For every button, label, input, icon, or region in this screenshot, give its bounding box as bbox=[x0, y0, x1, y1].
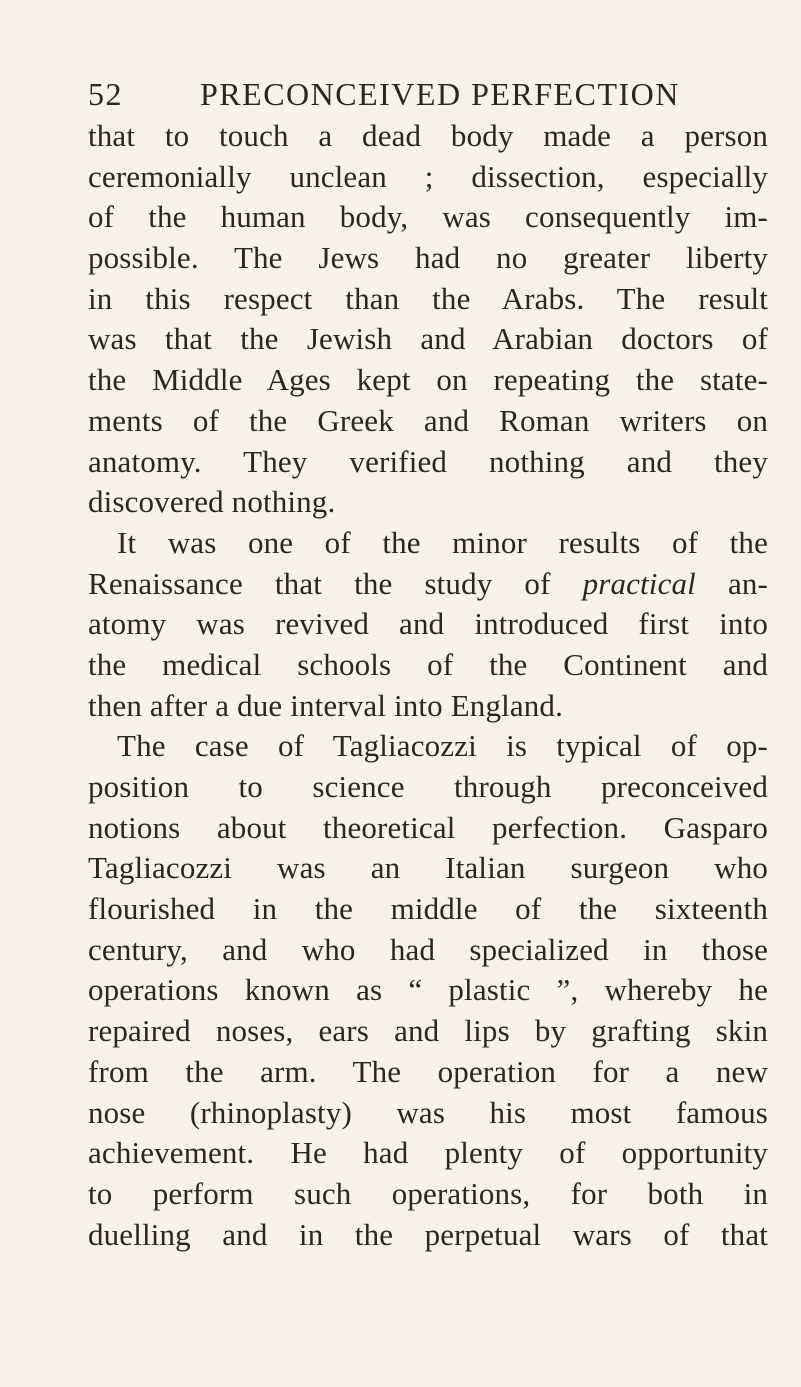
page-number: 52 bbox=[88, 76, 123, 112]
text-line: It was one of the minor results of the bbox=[117, 524, 768, 560]
italic-word: practical bbox=[582, 565, 696, 601]
text-line: was that the Jewish and Arabian doctors of bbox=[88, 321, 768, 357]
text-line bbox=[88, 564, 768, 605]
text-line: anatomy. They verified nothing and they bbox=[88, 443, 768, 479]
text-line: in this respect than the Arabs. The result bbox=[88, 280, 768, 316]
running-head: PRECONCEIVED PERFECTION bbox=[200, 76, 680, 112]
text-fragment: an- bbox=[695, 565, 768, 601]
text-line: flourished in the middle of the sixteenth bbox=[88, 891, 768, 927]
text-line: Tagliacozzi was an Italian surgeon who bbox=[88, 850, 768, 886]
text-fragment: Renaissance that the study of bbox=[88, 565, 583, 601]
text-line: discovered nothing. bbox=[88, 484, 336, 520]
text-line: atomy was revived and introduced first into bbox=[88, 606, 768, 642]
text-line: operations known as “ plastic ”, whereby he bbox=[88, 972, 768, 1008]
text-line: then after a due interval into England. bbox=[88, 687, 563, 723]
text-line: ceremonially unclean ; dissection, especially bbox=[88, 158, 768, 194]
text-line: the medical schools of the Continent and bbox=[88, 646, 768, 682]
text-line: nose (rhinoplasty) was his most famous bbox=[88, 1094, 768, 1130]
text-line: from the arm. The operation for a new bbox=[88, 1053, 768, 1089]
text-line: duelling and in the perpetual wars of that bbox=[88, 1216, 768, 1252]
text-line: achievement. He had plenty of opportunity bbox=[88, 1135, 768, 1171]
text-line: that to touch a dead body made a person bbox=[88, 118, 768, 153]
page-header bbox=[88, 76, 718, 120]
text-line: The case of Tagliacozzi is typical of op- bbox=[117, 728, 768, 764]
text-line: ments of the Greek and Roman writers on bbox=[88, 402, 768, 438]
text-line: repaired noses, ears and lips by grafting skin bbox=[88, 1013, 768, 1049]
text-line: notions about theoretical perfection. Gasparo bbox=[88, 809, 768, 845]
text-line: possible. The Jews had no greater liberty bbox=[88, 240, 768, 276]
text-line: the Middle Ages kept on repeating the state- bbox=[88, 362, 768, 398]
text-line: of the human body, was consequently im- bbox=[88, 199, 768, 235]
text-line: position to science through preconceived bbox=[88, 769, 768, 804]
text-line: century, and who had specialized in those bbox=[88, 931, 768, 967]
body-text bbox=[88, 116, 768, 1255]
text-line: to perform such operations, for both in bbox=[88, 1175, 768, 1211]
